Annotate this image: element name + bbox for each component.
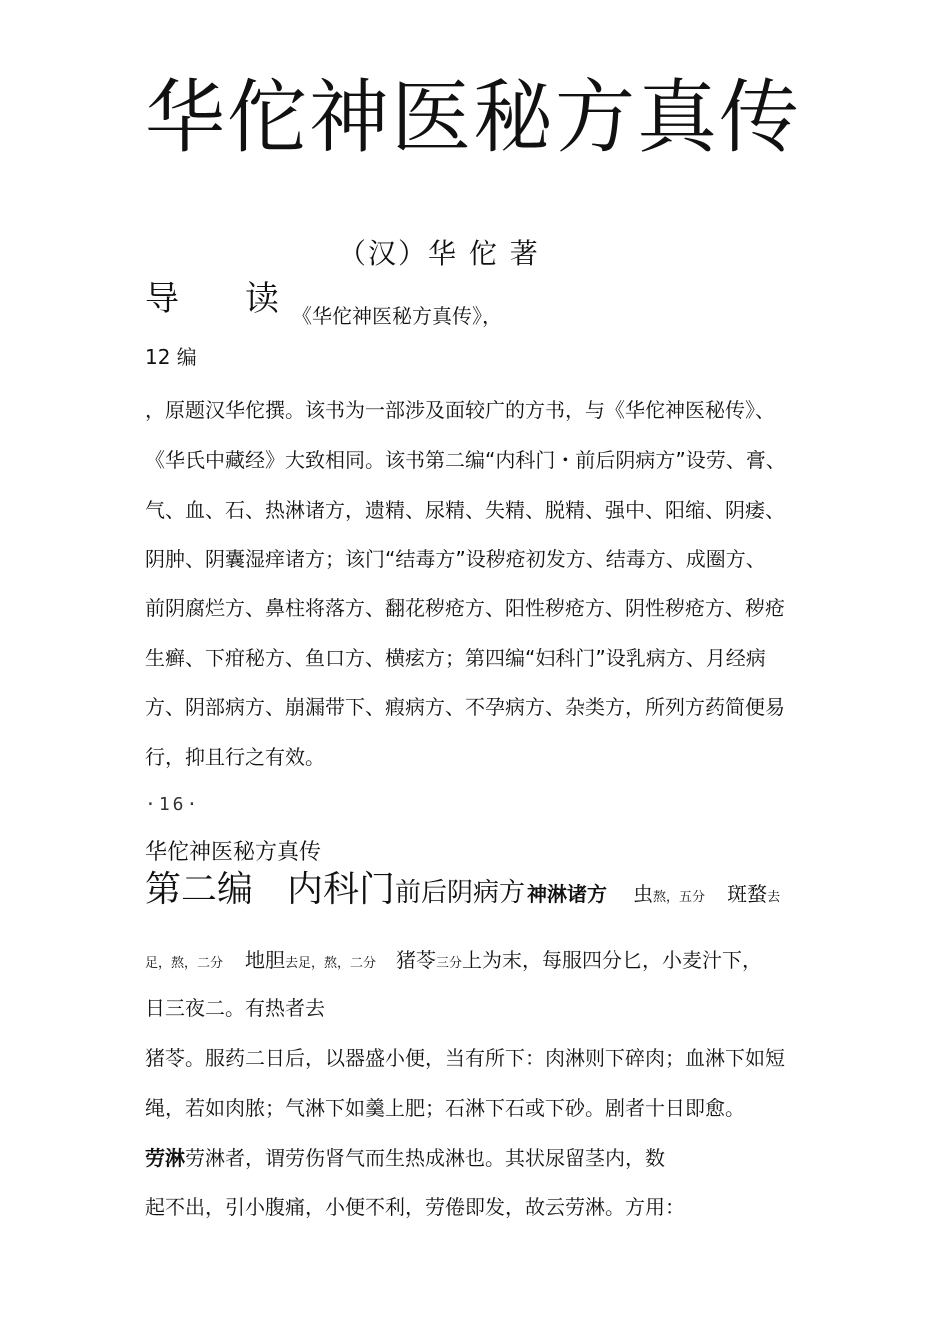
- herb-dose-note: 去: [767, 890, 781, 905]
- intro-heading-char-1: 导: [145, 279, 179, 319]
- page-number: ·16·: [145, 794, 201, 815]
- intro-paragraph-line: 方、阴部病方、崩漏带下、瘕病方、不孕病方、杂类方，所列方药简便易: [145, 695, 785, 719]
- subsection-heading: 劳淋: [145, 1146, 185, 1170]
- intro-paragraph-line: 行，抑且行之有效。: [145, 745, 325, 769]
- herb-name: 猪苓: [396, 948, 437, 972]
- intro-paragraph-line: 前阴腐烂方、鼻柱将落方、翻花秽疮方、阳性秽疮方、阴性秽疮方、秽疮: [145, 596, 785, 620]
- intro-paragraph-line: 《华氏中藏经》大致相同。该书第二编“内科门・前后阴病方”设劳、膏、: [145, 448, 786, 472]
- recipe-line: [145, 1148, 665, 1168]
- intro-volume-count: 12 编: [145, 345, 197, 369]
- recipe-line: 日三夜二。有热者去: [145, 996, 325, 1020]
- section-topic-title: 神淋诸方: [527, 882, 608, 906]
- recipe-text: 劳淋者，谓劳伤肾气而生热成淋也。其状尿留茎内，数: [185, 1146, 665, 1170]
- intro-paragraph-line: 阴肿、阴囊湿痒诸方；该门“结毒方”设秽疮初发方、结毒方、成圈方、: [145, 547, 766, 571]
- section-subcategory-title: 前后阴病方: [395, 878, 526, 908]
- section-heading-row: [145, 869, 781, 910]
- intro-paragraph-line: ，原题汉华佗撰。该书为一部涉及面较广的方书，与《华佗神医秘传》、: [145, 398, 775, 422]
- herb-dose-note: 足，熬，二分: [145, 956, 224, 971]
- author-line: （汉）华 佗 著: [338, 237, 540, 270]
- intro-paragraph-line: 气、血、石、热淋诸方，遗精、尿精、失精、脱精、强中、阳缩、阴痿、: [145, 498, 785, 522]
- intro-book-reference: 《华佗神医秘方真传》，: [292, 304, 502, 328]
- recipe-text: 上为末，每服四分匕，小麦汁下，: [462, 948, 763, 972]
- running-header-title: 华佗神医秘方真传: [145, 840, 322, 865]
- section-category-title: 内科门: [287, 869, 396, 910]
- herb-name: 虫: [633, 882, 654, 906]
- herb-dose-note: 熬，五分: [653, 890, 706, 905]
- recipe-line: 猪苓。服药二日后，以器盛小便，当有所下：肉淋则下碎肉；血淋下如短: [145, 1046, 785, 1070]
- recipe-line: 绳，若如肉脓；气淋下如羹上肥；石淋下石或下砂。剧者十日即愈。: [145, 1096, 745, 1120]
- section-part-title: 第二编: [145, 869, 254, 910]
- herb-dose-note: 三分: [436, 956, 463, 971]
- page-title: 华佗神医秘方真传: [145, 71, 801, 164]
- recipe-line: 起不出，引小腹痛，小便不利，劳倦即发，故云劳淋。方用：: [145, 1195, 685, 1219]
- herb-name: 斑蝥: [727, 882, 768, 906]
- herb-name: 地胆: [245, 948, 286, 972]
- recipe-line: [145, 950, 762, 970]
- intro-heading: [145, 279, 279, 319]
- intro-paragraph-line: 生癣、下疳秘方、鱼口方、横痃方；第四编“妇科门”设乳病方、月经病: [145, 646, 766, 670]
- herb-dose-note: 去足，熬，二分: [285, 956, 377, 971]
- intro-heading-char-2: 读: [245, 279, 279, 319]
